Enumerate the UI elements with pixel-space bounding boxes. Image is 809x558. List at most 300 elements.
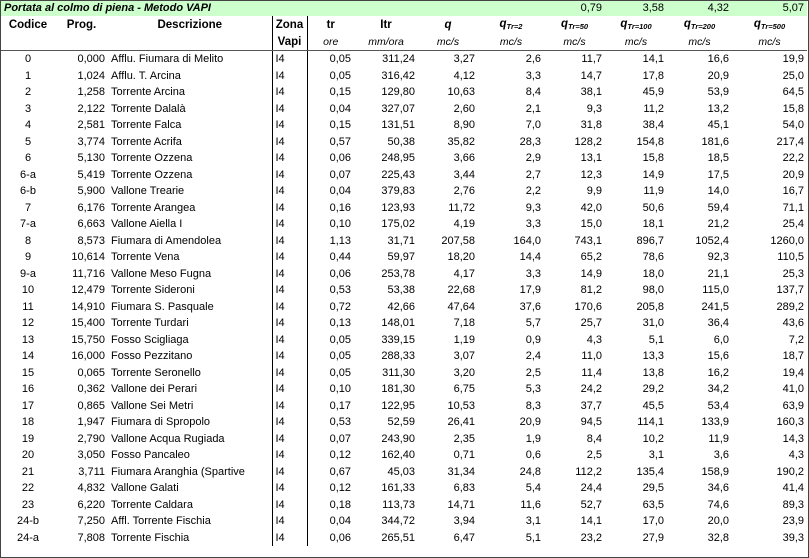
cell-tr: 1,13	[329, 234, 351, 247]
cell-q-tr500: 25,0	[782, 69, 804, 82]
cell-codice: 20	[21, 449, 35, 462]
table-row	[1, 249, 807, 266]
table-row	[1, 381, 807, 398]
cell-q-tr50: 9,3	[586, 102, 602, 115]
cell-q: 18,20	[447, 251, 475, 264]
cell-itr: 327,07	[381, 102, 415, 115]
title-row	[1, 1, 807, 16]
cell-q: 3,07	[453, 350, 475, 363]
cell-q: 6,83	[453, 482, 475, 495]
cell-descrizione: Affl. Torrente Fischia	[111, 515, 211, 528]
table-row	[1, 365, 807, 382]
cell-q-tr200: 34,6	[707, 482, 729, 495]
cell-q-tr100: 15,8	[642, 152, 664, 165]
cell-tr: 0,16	[329, 201, 351, 214]
cell-q-tr100: 45,9	[642, 86, 664, 99]
cell-descrizione: Fosso Pezzitano	[111, 350, 193, 363]
cell-codice: 7	[24, 201, 32, 214]
cell-q: 3,66	[453, 152, 475, 165]
cell-q-tr2: 5,4	[525, 482, 541, 495]
cell-descrizione: Torrente Seronello	[111, 366, 201, 379]
cell-zona: I4	[272, 414, 307, 431]
cell-q-tr200: 158,9	[701, 465, 729, 478]
header-vapi: Vapi	[272, 35, 307, 51]
cell-q-tr500: 217,4	[776, 135, 804, 148]
cell-codice: 24-a	[16, 531, 40, 544]
cell-q: 4,19	[453, 218, 475, 231]
cell-zona: I4	[272, 480, 307, 497]
cell-codice: 6	[24, 152, 32, 165]
cell-q-tr2: 3,3	[525, 218, 541, 231]
cell-codice: 2	[24, 86, 32, 99]
header-zona: Zona	[272, 16, 307, 35]
cell-q-tr100: 205,8	[636, 300, 664, 313]
cell-tr: 0,13	[329, 317, 351, 330]
table-row	[1, 282, 807, 299]
cell-itr: 265,51	[381, 531, 415, 544]
cell-prog: 12,479	[71, 284, 105, 297]
unit-q-tr100: mc/s	[605, 35, 667, 51]
table-row	[1, 84, 807, 101]
cell-prog: 16,000	[71, 350, 105, 363]
cell-q-tr50: 11,0	[581, 350, 602, 363]
cell-descrizione: Vallone Aiella I	[111, 218, 183, 231]
cell-tr: 0,18	[329, 498, 351, 511]
cell-itr: 248,95	[381, 152, 415, 165]
table-row	[1, 348, 807, 365]
cell-q-tr50: 15,0	[580, 218, 602, 231]
cell-q-tr500: 20,9	[782, 168, 804, 181]
cell-q-tr200: 241,5	[701, 300, 729, 313]
cell-zona: I4	[272, 249, 307, 266]
cell-q-tr500: 19,4	[782, 366, 804, 379]
table-row	[1, 101, 807, 118]
cell-prog: 2,122	[77, 102, 105, 115]
cell-q: 207,58	[441, 234, 475, 247]
cell-codice: 8	[24, 234, 32, 247]
cell-q-tr50: 170,6	[574, 300, 602, 313]
cell-codice: 1	[24, 69, 32, 82]
cell-prog: 4,832	[77, 482, 105, 495]
cell-prog: 6,663	[77, 218, 105, 231]
unit-q: mc/s	[418, 35, 478, 51]
cell-q: 7,18	[453, 317, 475, 330]
cell-itr: 339,15	[381, 333, 415, 346]
portata-table	[1, 1, 807, 546]
table-row	[1, 216, 807, 233]
cell-q-tr2: 0,6	[525, 449, 541, 462]
cell-q-tr2: 37,6	[519, 300, 541, 313]
cell-tr: 0,04	[329, 515, 351, 528]
cell-q-tr50: 81,2	[580, 284, 602, 297]
cell-descrizione: Fiumara di Spropolo	[111, 416, 211, 429]
cell-itr: 288,33	[381, 350, 415, 363]
cell-tr: 0,72	[329, 300, 351, 313]
cell-q-tr100: 114,1	[637, 416, 664, 429]
cell-q-tr500: 14,3	[782, 432, 804, 445]
cell-q-tr2: 2,1	[525, 102, 541, 115]
table-row	[1, 68, 807, 85]
cell-itr: 129,80	[381, 86, 415, 99]
cell-tr: 0,12	[329, 449, 351, 462]
cell-itr: 131,51	[381, 119, 415, 132]
cell-q-tr200: 53,9	[707, 86, 729, 99]
cell-q: 31,34	[447, 465, 475, 478]
cell-descrizione: Torrente Ozzena	[111, 152, 193, 165]
table-row	[1, 299, 807, 316]
cell-q-tr2: 5,3	[525, 383, 541, 396]
cell-q-tr100: 11,2	[643, 102, 664, 115]
cell-tr: 0,05	[329, 350, 351, 363]
cell-tr: 0,57	[329, 135, 351, 148]
cell-tr: 0,06	[329, 267, 351, 280]
cell-prog: 2,581	[77, 119, 105, 132]
table-row	[1, 183, 807, 200]
cell-itr: 122,95	[381, 399, 415, 412]
cell-q: 26,41	[447, 416, 475, 429]
cell-tr: 0,05	[329, 333, 351, 346]
cell-q-tr200: 6,0	[713, 333, 729, 346]
cell-zona: I4	[272, 513, 307, 530]
cell-q: 11,72	[448, 201, 475, 214]
cell-q-tr100: 98,0	[642, 284, 664, 297]
cell-codice: 17	[21, 399, 35, 412]
cell-codice: 0	[24, 53, 32, 66]
cell-q-tr100: 17,0	[642, 515, 664, 528]
table-row	[1, 497, 807, 514]
cell-itr: 311,30	[382, 366, 415, 379]
cell-tr: 0,04	[329, 185, 351, 198]
cell-q: 2,35	[453, 432, 475, 445]
cell-q-tr50: 14,7	[580, 69, 602, 82]
table-row	[1, 414, 807, 431]
coefficient-tr2: 0,79	[544, 1, 605, 16]
cell-q-tr100: 29,2	[642, 383, 664, 396]
cell-prog: 3,050	[77, 449, 105, 462]
table-row	[1, 480, 807, 497]
cell-q-tr200: 133,9	[701, 416, 729, 429]
cell-zona: I4	[272, 117, 307, 134]
cell-tr: 0,05	[329, 69, 351, 82]
cell-q: 3,94	[453, 515, 475, 528]
cell-codice: 23	[21, 498, 35, 511]
cell-prog: 0,065	[77, 366, 105, 379]
cell-tr: 0,12	[329, 482, 351, 495]
cell-q-tr50: 42,0	[580, 201, 602, 214]
cell-descrizione: Fosso Scigliaga	[111, 333, 189, 346]
cell-q: 1,19	[453, 333, 475, 346]
cell-descrizione: Torrente Acrifa	[111, 135, 182, 148]
cell-codice: 9-a	[20, 267, 36, 280]
cell-q: 2,76	[453, 185, 475, 198]
cell-q-tr2: 14,4	[519, 251, 541, 264]
cell-prog: 0,000	[77, 53, 105, 66]
cell-itr: 311,24	[382, 53, 415, 66]
cell-q-tr2: 11,6	[520, 498, 541, 511]
cell-q-tr500: 41,0	[782, 383, 804, 396]
cell-descrizione: Torrente Turdari	[111, 317, 189, 330]
cell-q-tr50: 65,2	[580, 251, 602, 264]
cell-q-tr2: 20,9	[519, 416, 541, 429]
cell-prog: 11,716	[72, 267, 105, 280]
table-row	[1, 150, 807, 167]
cell-q-tr100: 78,6	[642, 251, 664, 264]
cell-q-tr500: 54,0	[782, 119, 804, 132]
cell-q-tr100: 50,6	[642, 201, 664, 214]
cell-tr: 0,05	[329, 366, 351, 379]
cell-codice: 10	[21, 284, 35, 297]
cell-q: 8,90	[453, 119, 475, 132]
cell-q-tr50: 112,2	[575, 465, 602, 478]
cell-q: 35,82	[447, 135, 475, 148]
cell-zona: I4	[272, 216, 307, 233]
cell-q-tr50: 12,3	[580, 168, 602, 181]
cell-q-tr100: 29,5	[642, 482, 664, 495]
cell-q-tr100: 11,9	[643, 185, 664, 198]
cell-zona: I4	[272, 332, 307, 349]
cell-tr: 0,15	[329, 86, 351, 99]
cell-codice: 5	[24, 135, 32, 148]
cell-q-tr200: 92,3	[707, 251, 729, 264]
cell-prog: 1,947	[77, 416, 105, 429]
cell-q: 3,27	[453, 53, 475, 66]
cell-q-tr200: 53,4	[707, 399, 729, 412]
table-row	[1, 51, 807, 68]
cell-prog: 5,900	[77, 185, 105, 198]
cell-descrizione: Afflu. T. Arcina	[111, 69, 181, 82]
cell-descrizione: Fiumara S. Pasquale	[111, 300, 214, 313]
table-row	[1, 464, 807, 481]
cell-q-tr100: 45,5	[642, 399, 664, 412]
cell-codice: 7-a	[20, 218, 36, 231]
cell-q-tr500: 39,3	[782, 531, 804, 544]
cell-q-tr50: 37,7	[580, 399, 602, 412]
cell-descrizione: Torrente Fischia	[111, 531, 190, 544]
cell-zona: I4	[272, 282, 307, 299]
cell-q-tr100: 10,2	[642, 432, 664, 445]
cell-q-tr100: 154,8	[636, 135, 664, 148]
cell-descrizione: Vallone dei Perari	[111, 383, 198, 396]
cell-descrizione: Fosso Pancaleo	[111, 449, 190, 462]
cell-prog: 8,573	[77, 234, 105, 247]
cell-prog: 14,910	[71, 300, 105, 313]
cell-q: 2,60	[453, 102, 475, 115]
cell-q: 6,47	[453, 531, 475, 544]
cell-zona: I4	[272, 398, 307, 415]
cell-q-tr2: 3,3	[525, 69, 541, 82]
cell-prog: 6,176	[77, 201, 105, 214]
cell-descrizione: Fiumara di Amendolea	[111, 234, 222, 247]
cell-itr: 316,42	[381, 69, 415, 82]
cell-tr: 0,07	[329, 432, 351, 445]
cell-q-tr50: 38,1	[580, 86, 602, 99]
cell-codice: 6-b	[20, 185, 36, 198]
cell-q-tr2: 2,2	[525, 185, 541, 198]
cell-descrizione: Torrente Ozzena	[111, 168, 193, 181]
cell-q-tr100: 3,1	[648, 449, 664, 462]
cell-zona: I4	[272, 447, 307, 464]
cell-zona: I4	[272, 233, 307, 250]
cell-zona: I4	[272, 183, 307, 200]
cell-itr: 161,33	[381, 482, 415, 495]
table-row	[1, 398, 807, 415]
cell-prog: 5,130	[77, 152, 105, 165]
cell-q-tr50: 13,1	[580, 152, 602, 165]
cell-descrizione: Torrente Arcina	[111, 86, 185, 99]
cell-prog: 0,865	[77, 399, 105, 412]
cell-tr: 0,53	[329, 416, 351, 429]
header-codice: Codice	[1, 16, 55, 35]
cell-q-tr50: 25,7	[580, 317, 602, 330]
cell-q-tr500: 1260,0	[770, 234, 804, 247]
cell-q: 47,64	[447, 300, 475, 313]
table-row	[1, 134, 807, 151]
cell-q-tr500: 289,2	[776, 300, 804, 313]
cell-zona: I4	[272, 167, 307, 184]
cell-q-tr500: 19,9	[782, 53, 804, 66]
cell-descrizione: Torrente Vena	[111, 251, 180, 264]
cell-q-tr50: 743,1	[574, 234, 602, 247]
cell-zona: I4	[272, 464, 307, 481]
cell-q-tr200: 45,1	[707, 119, 729, 132]
cell-q-tr200: 181,6	[701, 135, 729, 148]
cell-itr: 243,90	[381, 432, 415, 445]
cell-q-tr500: 7,2	[788, 333, 804, 346]
cell-q-tr500: 18,7	[782, 350, 804, 363]
cell-q: 3,44	[453, 168, 475, 181]
cell-codice: 24-b	[16, 515, 40, 528]
cell-itr: 123,93	[381, 201, 415, 214]
cell-q-tr100: 5,1	[648, 333, 664, 346]
cell-q-tr200: 115,0	[702, 284, 729, 297]
cell-codice: 12	[21, 317, 35, 330]
cell-q-tr500: 89,3	[782, 498, 804, 511]
cell-codice: 3	[24, 102, 32, 115]
cell-q-tr100: 63,5	[642, 498, 664, 511]
table-row	[1, 117, 807, 134]
cell-q-tr2: 3,3	[525, 267, 541, 280]
cell-q-tr50: 24,2	[580, 383, 602, 396]
cell-q: 14,71	[447, 498, 475, 511]
cell-q-tr2: 2,4	[525, 350, 541, 363]
cell-q-tr200: 36,4	[707, 317, 729, 330]
table-row	[1, 431, 807, 448]
cell-codice: 22	[21, 482, 35, 495]
cell-zona: I4	[272, 101, 307, 118]
cell-q-tr500: 160,3	[776, 416, 804, 429]
cell-tr: 0,15	[329, 119, 351, 132]
cell-q-tr500: 137,7	[776, 284, 804, 297]
cell-tr: 0,67	[329, 465, 351, 478]
header-descrizione: Descrizione	[108, 16, 272, 35]
cell-prog: 3,711	[78, 465, 105, 478]
cell-tr: 0,07	[329, 168, 351, 181]
cell-q-tr2: 28,3	[519, 135, 541, 148]
unit-codice	[1, 35, 55, 51]
cell-tr: 0,10	[329, 383, 351, 396]
unit-q-tr50: mc/s	[544, 35, 605, 51]
cell-q-tr200: 14,0	[707, 185, 729, 198]
header-q-tr50: $q_{Tr=50}$	[544, 16, 605, 35]
cell-q-tr2: 0,9	[525, 333, 541, 346]
cell-descrizione: Vallone Trearie	[111, 185, 185, 198]
cell-tr: 0,53	[329, 284, 351, 297]
cell-codice: 19	[21, 432, 35, 445]
cell-itr: 225,43	[381, 168, 415, 181]
cell-descrizione: Fiumara Aranghia (Spartive	[111, 465, 245, 478]
cell-itr: 113,73	[382, 498, 415, 511]
table-row	[1, 233, 807, 250]
header-q-tr200: $q_{Tr=200}$	[667, 16, 732, 35]
cell-q-tr50: 31,8	[580, 119, 602, 132]
cell-prog: 7,250	[77, 515, 105, 528]
cell-tr: 0,05	[329, 53, 351, 66]
cell-itr: 162,40	[381, 449, 415, 462]
cell-zona: I4	[272, 497, 307, 514]
cell-descrizione: Afflu. Fiumara di Melito	[111, 53, 224, 66]
table-row	[1, 200, 807, 217]
cell-q-tr2: 8,4	[525, 86, 541, 99]
cell-descrizione: Torrente Caldara	[111, 498, 193, 511]
header-itr: Itr	[354, 16, 418, 35]
cell-codice: 11	[22, 300, 34, 313]
cell-q-tr100: 17,8	[642, 69, 664, 82]
cell-zona: I4	[272, 431, 307, 448]
cell-tr: 0,17	[329, 399, 351, 412]
cell-prog: 5,419	[77, 168, 105, 181]
cell-prog: 2,790	[77, 432, 105, 445]
table-row	[1, 266, 807, 283]
cell-q-tr50: 11,4	[581, 366, 602, 379]
cell-zona: I4	[272, 84, 307, 101]
cell-q-tr200: 11,9	[708, 432, 729, 445]
cell-zona: I4	[272, 365, 307, 382]
table-row	[1, 315, 807, 332]
cell-q-tr100: 38,4	[642, 119, 664, 132]
unit-descrizione	[108, 35, 272, 51]
table-row	[1, 530, 807, 547]
cell-q-tr50: 128,2	[574, 135, 602, 148]
cell-prog: 7,808	[77, 531, 105, 544]
header-prog: Prog.	[55, 16, 108, 35]
cell-q-tr200: 13,2	[707, 102, 729, 115]
header-row	[1, 16, 807, 35]
cell-q-tr100: 27,9	[642, 531, 664, 544]
cell-itr: 42,66	[387, 300, 415, 313]
cell-prog: 10,614	[71, 251, 105, 264]
cell-itr: 253,78	[381, 267, 415, 280]
sheet-title: Portata al colmo di piena - Metodo VAPI	[1, 1, 544, 16]
cell-q-tr50: 2,5	[586, 449, 602, 462]
cell-q-tr2: 17,9	[519, 284, 541, 297]
cell-codice: 15	[21, 366, 35, 379]
header-q-tr2: $q_{Tr=2}$	[478, 16, 544, 35]
cell-zona: I4	[272, 348, 307, 365]
cell-tr: 0,06	[329, 531, 351, 544]
cell-q-tr100: 18,1	[642, 218, 664, 231]
cell-q-tr2: 5,1	[525, 531, 541, 544]
cell-descrizione: Vallone Meso Fugna	[111, 267, 212, 280]
cell-zona: I4	[272, 299, 307, 316]
cell-q: 22,68	[447, 284, 475, 297]
cell-codice: 14	[21, 350, 35, 363]
cell-q-tr2: 2,9	[525, 152, 541, 165]
cell-prog: 1,024	[77, 69, 105, 82]
unit-prog	[55, 35, 108, 51]
cell-q-tr100: 13,3	[642, 350, 664, 363]
units-row	[1, 35, 807, 51]
cell-q-tr500: 64,5	[782, 86, 804, 99]
